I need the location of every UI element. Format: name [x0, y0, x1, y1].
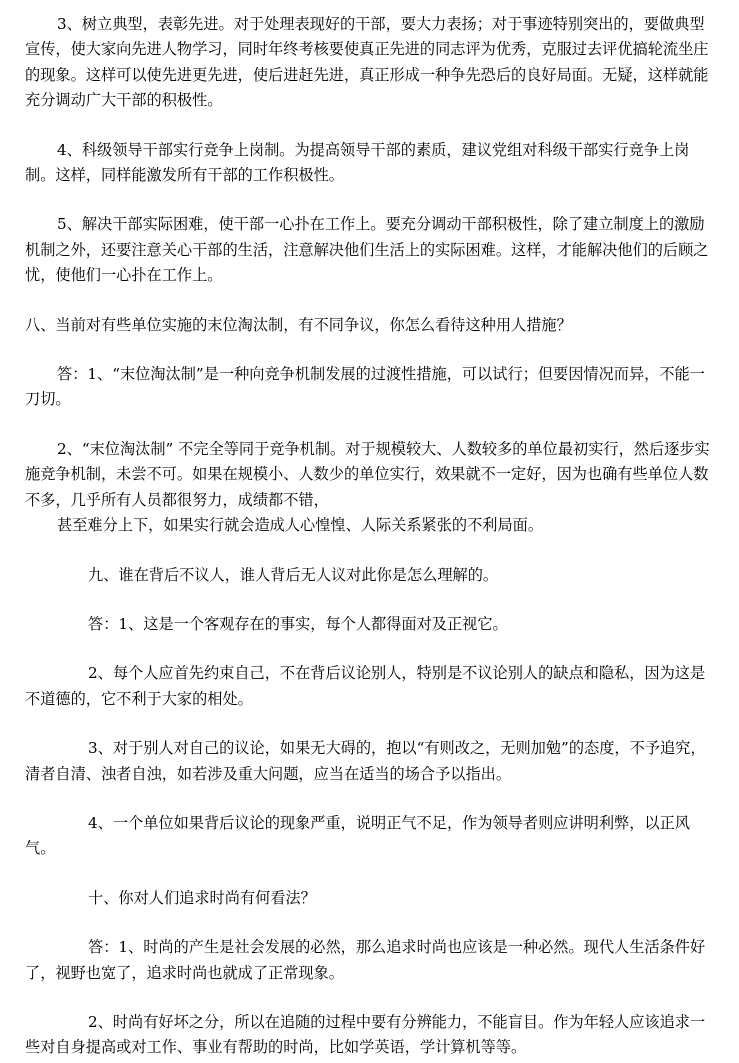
question-9-heading: 九、谁在背后不议人，谁人背后无人议对此你是怎么理解的。	[88, 565, 499, 584]
question-10-heading: 十、你对人们追求时尚有何看法？	[88, 888, 316, 907]
question-8-heading: 八、当前对有些单位实施的末位淘汰制，有不同争议，你怎么看待这种用人措施？	[25, 315, 572, 334]
answer-8-point-2-continued: 甚至难分上下，如果实行就会造成人心惶惶、人际关系紧张的不利局面。	[57, 516, 543, 535]
document-body	[25, 12, 715, 1061]
answer-10-point-2: 2、时尚有好坏之分，所以在追随的过程中要有分辨能力，不能盲目。作为年轻人应该追求一些对自身提高或对工作、事业有帮助的时尚，比如学英语，学计算机等等。	[25, 1012, 706, 1057]
paragraph-5-practical-difficulties: 5、解决干部实际困难，使干部一心扑在工作上。要充分调动干部积极性，除了建立制度上的激励机制之外，还要注意关心干部的生活，注意解决他们生活上的实际困难。这样，才能解决他们的后顾之忧，使他们一心扑在工作上。	[25, 215, 709, 285]
answer-9-point-2: 2、每个人应首先约束自己，不在背后议论别人，特别是不议论别人的缺点和隐私，因为这是不道德的，它不利于大家的相处。	[25, 664, 706, 708]
paragraph-3-role-models: 3、树立典型，表彰先进。对于处理表现好的干部，要大力表扬；对于事迹特别突出的，要做典型宣传，使大家向先进人物学习，同时年终考核要使真正先进的同志评为优秀，克服过去评优搞轮流坐庄的现象。这样可以使先进更先进，使后进赶先进，真正形成一种争先恐后的良好局面。无疑，这样就能充分调动广大干部的积极性。	[25, 15, 709, 110]
paragraph-4-competitive-posts: 4、科级领导干部实行竞争上岗制。为提高领导干部的素质，建议党组对科级干部实行竞争上岗制。这样，同样能激发所有干部的工作积极性。	[25, 140, 690, 185]
answer-9-point-4: 4、一个单位如果背后议论的现象严重，说明正气不足，作为领导者则应讲明利弊，以正风气。	[25, 813, 690, 858]
answer-9-point-1: 答：1、这是一个客观存在的事实，每个人都得面对及正视它。	[88, 614, 508, 633]
answer-8-point-2: 2、“末位淘汰制” 不完全等同于竞争机制。对于规模较大、人数较多的单位最初实行，然后逐步实施竞争机制，未尝不可。如果在规模小、人数少的单位实行，效果就不一定好，因为也确有些单位人数不多，几乎所有人员都很努力，成绩都不错，	[25, 439, 710, 509]
answer-8-point-1: 答：1、“末位淘汰制”是一种向竞争机制发展的过渡性措施，可以试行；但要因情况而异，不能一刀切。	[25, 365, 705, 409]
answer-9-point-3: 3、对于别人对自己的议论，如果无大碍的，抱以“有则改之，无则加勉”的态度，不予追究，清者自清、浊者自浊，如若涉及重大问题，应当在适当的场合予以指出。	[25, 739, 706, 783]
answer-10-point-1: 答：1、时尚的产生是社会发展的必然，那么追求时尚也应该是一种必然。现代人生活条件好了，视野也宽了，追求时尚也就成了正常现象。	[25, 938, 706, 982]
